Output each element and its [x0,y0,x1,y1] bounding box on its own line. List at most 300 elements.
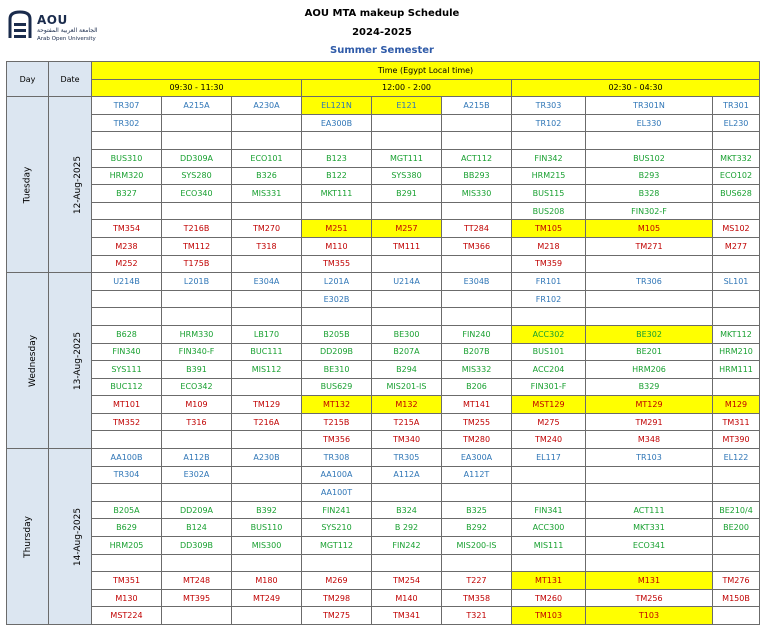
course-cell: TM260 [512,589,586,607]
course-cell: MKT331 [586,519,713,537]
course-cell: TR306 [586,273,713,291]
course-cell: T216B [162,220,232,238]
course-cell: M348 [586,431,713,449]
course-cell: TM341 [372,607,442,625]
course-cell: TM240 [512,431,586,449]
schedule-row [7,537,760,555]
course-cell [232,132,302,150]
course-cell: B 292 [372,519,442,537]
course-cell: SL101 [713,273,760,291]
course-cell: SYS380 [372,167,442,185]
course-cell: TM129 [232,396,302,414]
course-cell: TM111 [372,237,442,255]
schedule-row [7,149,760,167]
course-cell [713,466,760,484]
schedule-row [7,431,760,449]
course-cell: B324 [372,501,442,519]
schedule-row [7,237,760,255]
course-cell: TM354 [92,220,162,238]
course-cell: MS102 [713,220,760,238]
course-cell: AA100A [302,466,372,484]
course-cell: M132 [372,396,442,414]
date-column-header: Date [49,62,92,97]
schedule-row [7,185,760,203]
schedule-row [7,325,760,343]
course-cell: MGT111 [372,149,442,167]
course-cell [162,132,232,150]
course-cell [232,466,302,484]
course-cell: HRM210 [713,343,760,361]
course-cell: L201A [302,273,372,291]
course-cell: EL117 [512,449,586,467]
date-label: 14-Aug-2025 [73,507,84,566]
course-cell: BE210/4 [713,501,760,519]
course-cell [586,554,713,572]
course-cell [512,484,586,502]
course-cell: A112B [162,449,232,467]
schedule-row [7,97,760,115]
course-cell [92,202,162,220]
course-cell [232,431,302,449]
course-cell: E304A [232,273,302,291]
course-cell: TM271 [586,237,713,255]
course-cell [162,114,232,132]
course-cell [586,484,713,502]
course-cell: ACC204 [512,361,586,379]
course-cell: EL330 [586,114,713,132]
course-cell: TM352 [92,413,162,431]
course-cell: M109 [162,396,232,414]
schedule-row [7,343,760,361]
course-cell: B391 [162,361,232,379]
day-column-header: Day [7,62,49,97]
course-cell [512,554,586,572]
course-cell: TR304 [92,466,162,484]
schedule-row [7,396,760,414]
course-cell: TM356 [302,431,372,449]
course-cell: TM105 [512,220,586,238]
page-title: AOU MTA makeup Schedule [304,8,460,19]
course-cell [162,308,232,326]
course-cell: T216A [232,413,302,431]
schedule-row [7,413,760,431]
schedule-table [6,61,760,625]
course-cell: TM298 [302,589,372,607]
slot-midday: 12:00 - 2:00 [302,79,512,97]
course-cell [713,202,760,220]
course-cell: TR303 [512,97,586,115]
course-cell [442,202,512,220]
course-cell [162,290,232,308]
course-cell: ECO340 [162,185,232,203]
course-cell: E121 [372,97,442,115]
course-cell: AA100B [92,449,162,467]
course-cell: FIN240 [442,325,512,343]
logo-english-name: Arab Open University [37,36,96,42]
course-cell: MKT332 [713,149,760,167]
course-cell: BUS310 [92,149,162,167]
course-cell [372,308,442,326]
course-cell: B124 [162,519,232,537]
course-cell: TM355 [302,255,372,273]
schedule-row [7,501,760,519]
course-cell [302,308,372,326]
course-cell: M105 [586,220,713,238]
course-cell: HRM111 [713,361,760,379]
course-cell: B629 [92,519,162,537]
course-cell: M130 [92,589,162,607]
course-cell: FIN341 [512,501,586,519]
course-cell [302,554,372,572]
course-cell: M150B [713,589,760,607]
logo-wordmark: AOU [37,13,68,27]
course-cell: TR103 [586,449,713,467]
course-cell: BUS628 [713,185,760,203]
schedule-row [7,449,760,467]
course-cell: A215A [162,97,232,115]
course-cell: MT132 [302,396,372,414]
course-cell: T215A [372,413,442,431]
course-cell: HRM215 [512,167,586,185]
course-cell [92,431,162,449]
course-cell: B628 [92,325,162,343]
schedule-row [7,220,760,238]
course-cell: BE200 [713,519,760,537]
course-cell: MIS112 [232,361,302,379]
date-cell [49,273,92,449]
course-cell: A230B [232,449,302,467]
course-cell: M129 [713,396,760,414]
course-cell [586,132,713,150]
course-cell: TM366 [442,237,512,255]
header-row [7,62,760,80]
course-cell [372,114,442,132]
course-cell [713,484,760,502]
course-cell [232,114,302,132]
course-cell: B205B [302,325,372,343]
course-cell: M238 [92,237,162,255]
date-cell [49,97,92,273]
course-cell [232,308,302,326]
course-cell [586,255,713,273]
course-cell: FIN340 [92,343,162,361]
course-cell: B122 [302,167,372,185]
course-cell: MIS300 [232,537,302,555]
course-cell: MT129 [586,396,713,414]
course-cell: B293 [586,167,713,185]
course-cell [162,484,232,502]
course-cell: T215B [302,413,372,431]
course-cell: U214A [372,273,442,291]
course-cell: T316 [162,413,232,431]
course-cell [512,132,586,150]
course-cell [302,132,372,150]
day-label: Tuesday [22,166,33,203]
course-cell [442,290,512,308]
course-cell: HRM206 [586,361,713,379]
course-cell: MKT111 [302,185,372,203]
course-cell: U214B [92,273,162,291]
course-cell [442,484,512,502]
course-cell: TM291 [586,413,713,431]
course-cell: SYS111 [92,361,162,379]
day-cell [7,97,49,273]
course-cell: EL230 [713,114,760,132]
course-cell: HRM320 [92,167,162,185]
date-cell [49,449,92,625]
course-cell: MT395 [162,589,232,607]
course-cell [442,308,512,326]
course-cell: TM103 [512,607,586,625]
course-cell: BUS102 [586,149,713,167]
day-cell [7,273,49,449]
course-cell: M251 [302,220,372,238]
course-cell [713,607,760,625]
course-cell: BE302 [586,325,713,343]
course-cell: MT248 [162,572,232,590]
schedule-row [7,273,760,291]
course-cell: FR102 [512,290,586,308]
course-cell: B207A [372,343,442,361]
course-cell: M218 [512,237,586,255]
course-cell: E302A [162,466,232,484]
course-cell: B291 [372,185,442,203]
course-cell: B205A [92,501,162,519]
course-cell: TT284 [442,220,512,238]
course-cell: TR102 [512,114,586,132]
academic-year: 2024-2025 [352,27,412,38]
course-cell: BUS115 [512,185,586,203]
course-cell [713,255,760,273]
course-cell: ECO102 [713,167,760,185]
course-cell [162,554,232,572]
course-cell [372,202,442,220]
course-cell: B327 [92,185,162,203]
schedule-row [7,554,760,572]
course-cell: TM358 [442,589,512,607]
course-cell: MST129 [512,396,586,414]
course-cell: BUS101 [512,343,586,361]
course-cell: B292 [442,519,512,537]
course-cell [442,114,512,132]
course-cell [713,537,760,555]
course-cell [92,554,162,572]
course-cell [442,255,512,273]
course-cell: TM256 [586,589,713,607]
slot-afternoon: 02:30 - 04:30 [512,79,760,97]
course-cell: MIS200-IS [442,537,512,555]
course-cell: DD209A [162,501,232,519]
logo-arabic-name: الجامعة العربية المفتوحة [37,27,98,34]
course-cell: DD309B [162,537,232,555]
course-cell: M140 [372,589,442,607]
course-cell: MIS331 [232,185,302,203]
course-cell: SYS280 [162,167,232,185]
course-cell: EA300A [442,449,512,467]
course-cell: ECO341 [586,537,713,555]
schedule-row [7,308,760,326]
semester-title: Summer Semester [330,45,434,56]
course-cell: ECO342 [162,378,232,396]
course-cell: LB170 [232,325,302,343]
course-cell: BB293 [442,167,512,185]
course-cell [92,484,162,502]
course-cell: DD309A [162,149,232,167]
course-cell: HRM205 [92,537,162,555]
course-cell: B328 [586,185,713,203]
course-cell [92,290,162,308]
course-cell: FR101 [512,273,586,291]
course-cell: MIS332 [442,361,512,379]
course-cell: FIN340-F [162,343,232,361]
course-cell [442,554,512,572]
course-cell [713,308,760,326]
course-cell: TM351 [92,572,162,590]
schedule-row [7,466,760,484]
course-cell: BUC111 [232,343,302,361]
course-cell: B206 [442,378,512,396]
course-cell [586,466,713,484]
course-cell [232,202,302,220]
course-cell: ACC302 [512,325,586,343]
date-label: 12-Aug-2025 [73,155,84,214]
day-label: Thursday [22,515,33,558]
course-cell: MIS330 [442,185,512,203]
course-cell: BE310 [302,361,372,379]
course-cell: TM275 [302,607,372,625]
course-cell [232,554,302,572]
course-cell [92,308,162,326]
course-cell [586,290,713,308]
schedule-row [7,255,760,273]
course-cell: B123 [302,149,372,167]
course-cell: FIN302-F [586,202,713,220]
course-cell: BUS629 [302,378,372,396]
course-cell: MT131 [512,572,586,590]
course-cell [512,308,586,326]
course-cell: M252 [92,255,162,273]
course-cell [302,202,372,220]
course-cell: TR301 [713,97,760,115]
course-cell: E304B [442,273,512,291]
course-cell: TM254 [372,572,442,590]
course-cell: EA300B [302,114,372,132]
course-cell: TM270 [232,220,302,238]
course-cell: MKT112 [713,325,760,343]
course-cell: FIN242 [372,537,442,555]
course-cell: TR301N [586,97,713,115]
schedule-row [7,484,760,502]
schedule-row [7,589,760,607]
course-cell: MIS201-IS [372,378,442,396]
schedule-row [7,290,760,308]
slot-row [7,79,760,97]
course-cell: T103 [586,607,713,625]
time-header: Time (Egypt Local time) [92,62,760,80]
course-cell: MT101 [92,396,162,414]
course-cell [442,132,512,150]
day-label: Wednesday [28,334,39,387]
course-cell: ECO101 [232,149,302,167]
course-cell: B329 [586,378,713,396]
date-label: 13-Aug-2025 [73,331,84,390]
course-cell: B392 [232,501,302,519]
course-cell [232,607,302,625]
course-cell: EL121N [302,97,372,115]
course-cell: BE201 [586,343,713,361]
course-cell: TR302 [92,114,162,132]
course-cell [713,132,760,150]
course-cell: MGT112 [302,537,372,555]
course-cell: TM340 [372,431,442,449]
schedule-row [7,361,760,379]
course-cell [92,132,162,150]
course-cell: BUC112 [92,378,162,396]
course-cell: BUS110 [232,519,302,537]
course-cell: T318 [232,237,302,255]
course-cell [512,466,586,484]
course-cell: M110 [302,237,372,255]
course-cell: MT141 [442,396,512,414]
course-cell [232,290,302,308]
course-cell [162,202,232,220]
course-cell: MIS111 [512,537,586,555]
course-cell: ACT111 [586,501,713,519]
course-cell [713,554,760,572]
schedule-row [7,519,760,537]
course-cell: FIN301-F [512,378,586,396]
course-cell: SYS210 [302,519,372,537]
course-cell: HRM330 [162,325,232,343]
course-cell: M277 [713,237,760,255]
course-cell: TR307 [92,97,162,115]
course-cell [372,484,442,502]
course-cell: TM255 [442,413,512,431]
course-cell: A215B [442,97,512,115]
course-cell [372,255,442,273]
course-cell [372,132,442,150]
course-cell [232,255,302,273]
slot-morning: 09:30 - 11:30 [92,79,302,97]
course-cell: TM280 [442,431,512,449]
schedule-row [7,572,760,590]
course-cell [372,554,442,572]
course-cell: EL122 [713,449,760,467]
course-cell: E302B [302,290,372,308]
course-cell: B326 [232,167,302,185]
schedule-row [7,132,760,150]
course-cell: TR305 [372,449,442,467]
course-cell: MT249 [232,589,302,607]
course-cell: ACT112 [442,149,512,167]
course-cell: TM311 [713,413,760,431]
course-cell: TM112 [162,237,232,255]
course-cell [713,378,760,396]
course-cell: M131 [586,572,713,590]
course-cell [372,290,442,308]
course-cell: B207B [442,343,512,361]
course-cell: TR308 [302,449,372,467]
schedule-row [7,202,760,220]
course-cell: DD209B [302,343,372,361]
day-cell [7,449,49,625]
course-cell: FIN342 [512,149,586,167]
course-cell: M275 [512,413,586,431]
course-cell: M269 [302,572,372,590]
course-cell: B294 [372,361,442,379]
course-cell: T175B [162,255,232,273]
course-cell [232,378,302,396]
